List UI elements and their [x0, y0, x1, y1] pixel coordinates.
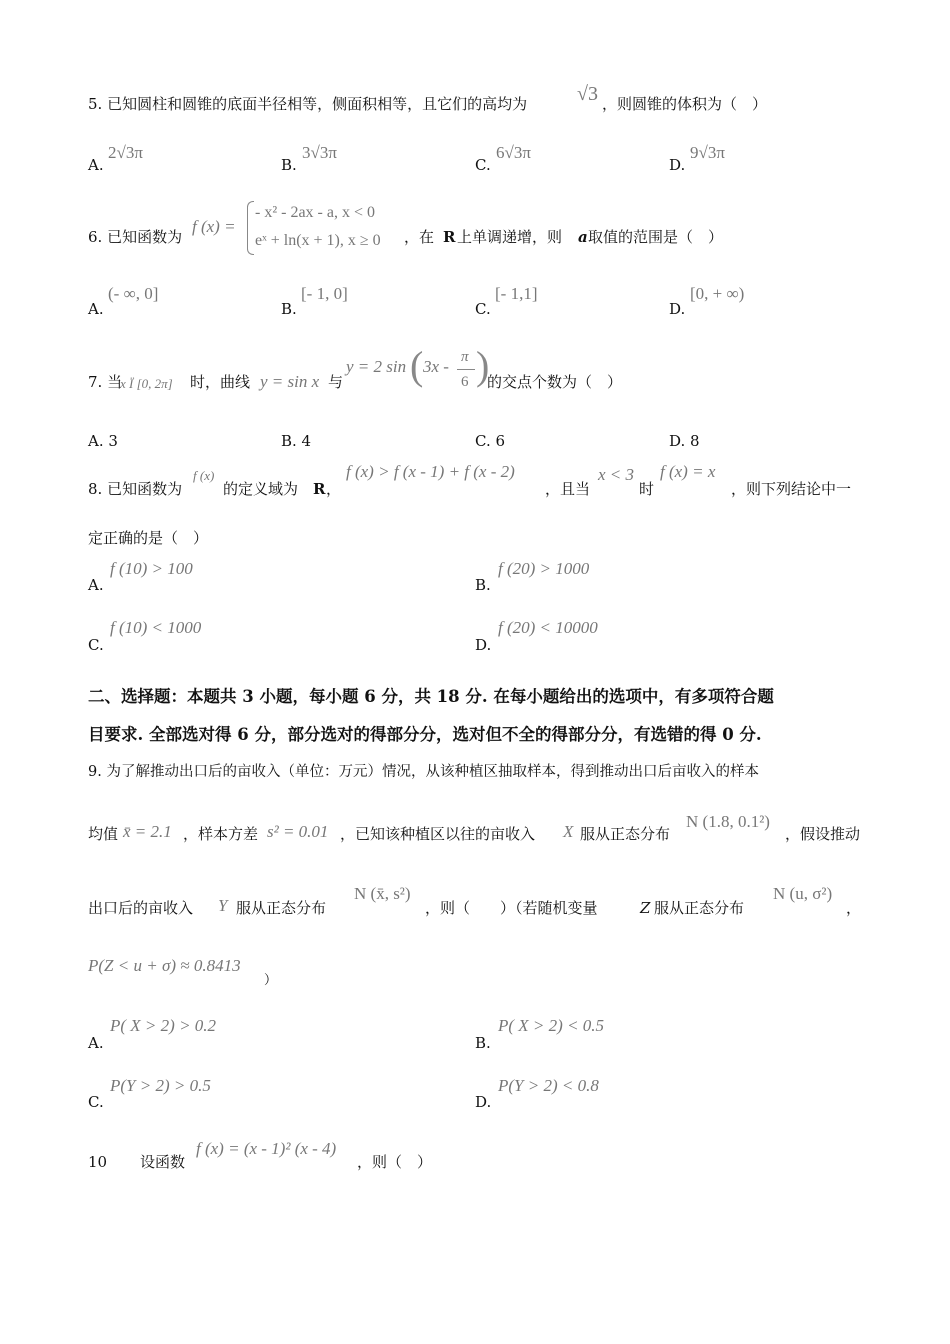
- q8-stem-b: 的定义域为: [223, 480, 299, 498]
- q9-option-d-label: D.: [475, 1093, 492, 1111]
- q6-stem-d: 取值的范围是（ ）: [588, 228, 724, 246]
- q5-option-d-expr: 9√3π: [690, 143, 725, 162]
- q9-l3-b: 服从正态分布: [236, 899, 327, 917]
- q7-stem-d: 的交点个数为（ ）: [487, 373, 623, 391]
- q9-l2-e: ，假设推动: [785, 825, 861, 843]
- q9-option-d-expr: P(Y > 2) < 0.8: [498, 1076, 599, 1095]
- q8-stem-d: ，且当: [545, 480, 591, 498]
- q9-y-symbol: Y: [218, 896, 228, 915]
- q7-left-paren: (: [410, 343, 424, 388]
- q5-option-a-expr: 2√3π: [108, 143, 143, 162]
- q9-option-c-label: C.: [88, 1093, 104, 1111]
- q9-variance: s² = 0.01: [267, 822, 329, 841]
- q7-stem-b: 时，曲线: [190, 373, 251, 391]
- q9-dist-x: N (1.8, 0.1²): [686, 812, 770, 831]
- q9-x-symbol: X: [563, 822, 574, 841]
- q5-option-d-label: D.: [669, 156, 686, 174]
- q9-l2-b: ，样本方差: [183, 825, 259, 843]
- q6-option-a-label: A.: [88, 300, 104, 318]
- q9-dist-z: N (u, σ²): [773, 884, 833, 903]
- q7-frac-den: 6: [461, 374, 469, 390]
- q7-curve-2-b: 3x -: [423, 357, 449, 376]
- q6-option-d-expr: [0, + ∞): [690, 284, 745, 303]
- q9-l2-c: ，已知该种植区以往的亩收入: [340, 825, 536, 843]
- q8-stem-f: ，则下列结论中一: [731, 480, 852, 498]
- q7-frac-num: π: [461, 349, 469, 365]
- q7-curve-1: y = sin x: [260, 372, 320, 391]
- q8-option-b-label: B.: [475, 576, 491, 594]
- q8-inequality: f (x) > f (x - 1) + f (x - 2): [346, 462, 515, 481]
- q6-option-d-label: D.: [669, 300, 686, 318]
- section2-line-1: 二、选择题：本题共 3 小题，每小题 6 分，共 18 分. 在每小题给出的选项中，有多项符合题: [88, 687, 774, 706]
- q7-curve-2-a: y = 2 sin: [346, 357, 407, 376]
- q8-stem-g: 定正确的是（ ）: [88, 529, 209, 547]
- q5-height-expr: √3: [577, 83, 598, 105]
- q10-function: f (x) = (x - 1)² (x - 4): [196, 1139, 337, 1158]
- q6-fx: f (x) =: [192, 217, 236, 236]
- q5-option-b-expr: 3√3π: [302, 143, 337, 162]
- q6-option-b-expr: [- 1, 0]: [301, 284, 348, 303]
- q8-option-c-label: C.: [88, 636, 104, 654]
- q8-option-d-expr: f (20) < 10000: [498, 618, 598, 637]
- q7-option-a: A. 3: [88, 432, 118, 450]
- q6-option-a-expr: (- ∞, 0]: [108, 284, 159, 303]
- q7-option-c: C. 6: [475, 432, 506, 450]
- q9-option-a-expr: P( X > 2) > 0.2: [110, 1016, 217, 1035]
- q8-stem-e: 时: [639, 480, 655, 498]
- q6-stem-b: ，在: [404, 228, 435, 246]
- q5-option-c-expr: 6√3π: [496, 143, 531, 162]
- q6-a-symbol: a: [578, 228, 588, 246]
- q9-option-b-expr: P( X > 2) < 0.5: [498, 1016, 605, 1035]
- q5-stem-a: 5. 已知圆柱和圆锥的底面半径相等，侧面积相等，且它们的高均为: [88, 95, 528, 113]
- q9-option-b-label: B.: [475, 1034, 491, 1052]
- q7-option-d: D. 8: [669, 432, 700, 450]
- q8-stem-a: 8. 已知函数为: [88, 480, 183, 498]
- q7-option-b: B. 4: [281, 432, 312, 450]
- q7-right-paren: ): [476, 343, 490, 388]
- q6-stem-c: 上单调递增，则: [457, 228, 563, 246]
- q8-equation: f (x) = x: [660, 462, 716, 481]
- q8-r-symbol: R: [313, 480, 326, 498]
- q7-frac-bar: [457, 369, 475, 370]
- q5-option-c-label: C.: [475, 156, 491, 174]
- q8-option-d-label: D.: [475, 636, 492, 654]
- q9-line-1: 9. 为了解推动出口后的亩收入（单位：万元）情况，从该种植区抽取样本，得到推动出口后亩收入的样本: [88, 764, 759, 780]
- q7-stem-c: 与: [328, 373, 344, 391]
- q9-l3-d: 服从正态分布: [654, 899, 745, 917]
- q8-option-c-expr: f (10) < 1000: [110, 618, 202, 637]
- q6-stem-a: 6. 已知函数为: [88, 228, 183, 246]
- q9-z-symbol: Z: [640, 899, 651, 917]
- q8-option-a-label: A.: [88, 576, 104, 594]
- q8-fx: f (x): [193, 468, 215, 483]
- q9-l2-a: 均值: [88, 825, 119, 843]
- q6-option-b-label: B.: [281, 300, 297, 318]
- q8-option-a-expr: f (10) > 100: [110, 559, 193, 578]
- q8-stem-c: ，: [326, 480, 342, 498]
- q9-mean: x̄ = 2.1: [123, 822, 172, 841]
- q5-option-b-label: B.: [281, 156, 297, 174]
- q6-brace: [247, 201, 254, 255]
- q9-option-a-label: A.: [88, 1034, 104, 1052]
- q5-stem-b: ，则圆锥的体积为（ ）: [602, 95, 768, 113]
- q9-l3-a: 出口后的亩收入: [88, 899, 194, 917]
- q9-probability: P(Z < u + σ) ≈ 0.8413: [88, 956, 241, 975]
- q10-stem-b: ，则（ ）: [357, 1153, 433, 1171]
- q9-option-c-expr: P(Y > 2) > 0.5: [110, 1076, 211, 1095]
- q6-option-c-label: C.: [475, 300, 491, 318]
- q9-l2-d: 服从正态分布: [580, 825, 671, 843]
- q7-stem-a: 7. 当: [88, 373, 123, 391]
- q8-option-b-expr: f (20) > 1000: [498, 559, 590, 578]
- section2-line-2: 目要求. 全部选对得 6 分，部分选对的得部分分，选对但不全的得部分分，有选错的得 0 分.: [88, 725, 762, 744]
- q6-piece-1: - x² - 2ax - a, x < 0: [255, 204, 376, 221]
- q9-l3-c: ，则（ ）（若随机变量: [425, 899, 598, 917]
- q9-close-paren: ）: [264, 973, 278, 988]
- q6-option-c-expr: [- 1,1]: [495, 284, 538, 303]
- q10-number: 10: [88, 1153, 108, 1171]
- q6-piece-2: eˣ + ln(x + 1), x ≥ 0: [255, 232, 381, 249]
- q5-option-a-label: A.: [88, 156, 104, 174]
- q9-dist-y: N (x̄, s²): [354, 884, 411, 903]
- q6-r-symbol: R: [443, 228, 456, 246]
- q8-condition: x < 3: [598, 465, 635, 484]
- q9-l3-e: ，: [846, 899, 862, 917]
- q10-stem-a: 设函数: [140, 1153, 186, 1171]
- q7-condition: x Ï [0, 2π]: [120, 376, 173, 391]
